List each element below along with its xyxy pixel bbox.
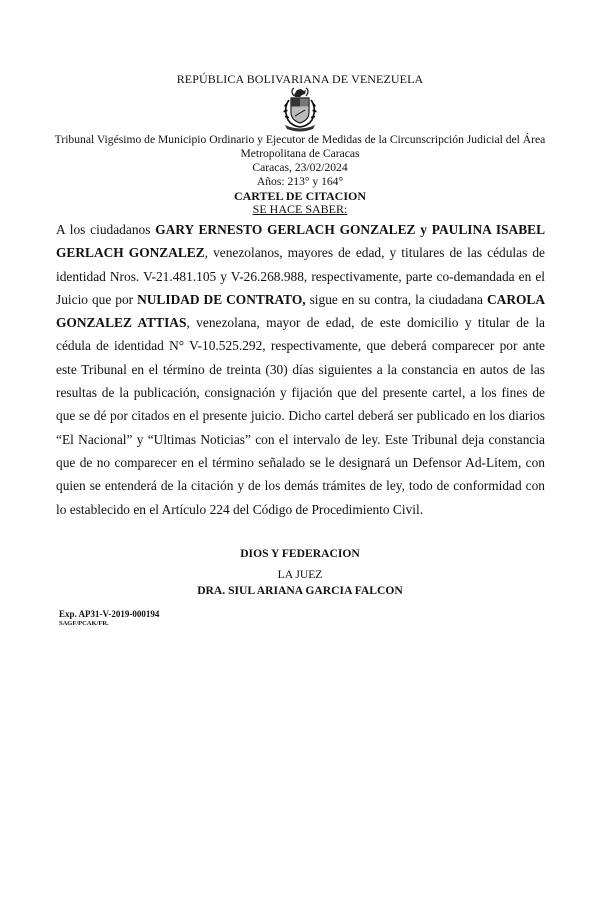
body-part-3: sigue en su contra, la ciudadana <box>305 291 487 307</box>
years-line: Años: 213° y 164° <box>256 175 344 188</box>
document-title: CARTEL DE CITACION <box>233 189 367 203</box>
body-part-4: , venezolana, mayor de edad, de este domicilio y titular de la cédula de identidad N° V-10.525.292, respectivamente, que deberá comparecer por ante este Tribunal en el término de treinta (30) días siguientes a la constancia en autos de las resultas de la publicación, consignación y fijación que del presente cartel, a los fines de que se dé por citados en el presente juicio. Dicho cartel deberá ser publicado en los diarios “El Nacional” y “Ultimas Noticias” con el intervalo de ley. Este Tribunal deja constancia que de no comparecer en el término señalado se le designará un Defensor Ad-Litem, con quien se entenderá de la citación y de los demás trámites de ley, todo de conformidad con lo establecido en el Artículo 224 del Código de Procedimiento Civil. <box>56 315 545 517</box>
tribunal-name: Tribunal Vigésimo de Municipio Ordinario y Ejecutor de Medidas de la Circunscripción Judicial del Área Metropolitana de Caracas <box>54 133 546 160</box>
defendants-names: GARY ERNESTO GERLACH GONZALEZ y PAULINA ISABEL GERLACH GONZALEZ <box>56 222 545 261</box>
closing-motto: DIOS Y FEDERACION <box>240 547 360 560</box>
body-part-2: , venezolanos, mayores de edad, y titulares de las cédulas de identidad Nros. V-21.481.105 y V-26.268.988, respectivamente, parte co-demandada en el Juicio que por <box>56 245 545 307</box>
case-type: NULIDAD DE CONTRATO, <box>137 291 306 307</box>
republic-heading: REPÚBLICA BOLIVARIANA DE VENEZUELA <box>176 72 424 86</box>
body-paragraph <box>56 218 545 521</box>
place-date: Caracas, 23/02/2024 <box>252 161 348 174</box>
plaintiff-name: CAROLA GONZALEZ ATTIAS <box>56 291 546 331</box>
subtitle-text: SE HACE SABER: <box>252 202 348 216</box>
signer-initials: SAGF/PCAK/FR. <box>59 620 109 627</box>
judge-role: LA JUEZ <box>277 568 323 581</box>
document-subtitle <box>0 203 600 216</box>
body-intro: A los ciudadanos <box>56 222 156 237</box>
case-file-number: Exp. AP31-V-2019-000194 <box>59 609 160 619</box>
judge-name: DRA. SIUL ARIANA GARCIA FALCON <box>197 584 403 597</box>
coat-of-arms-icon <box>275 86 325 132</box>
